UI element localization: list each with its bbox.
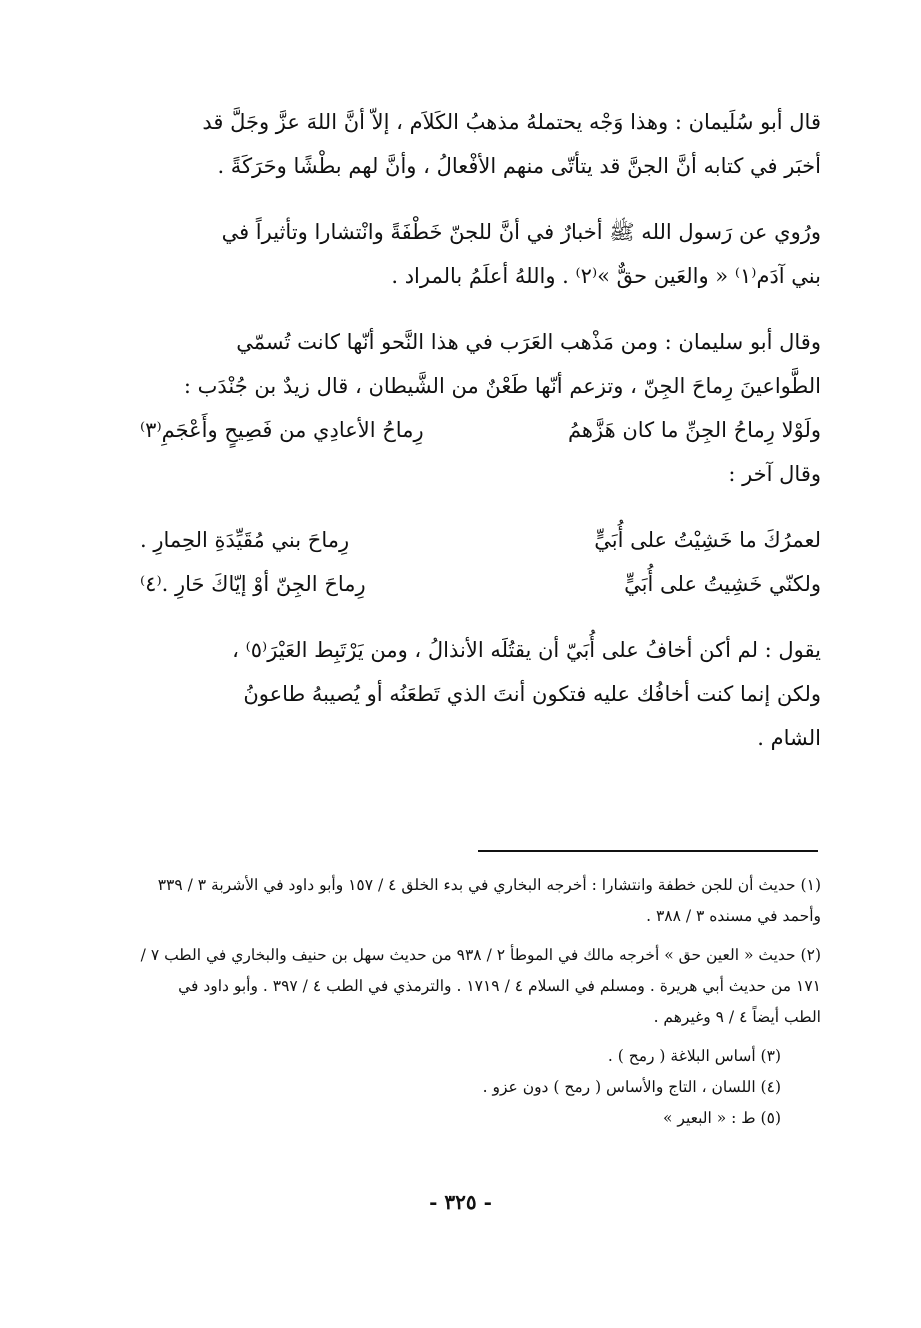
footnote-4: (٤) اللسان ، التاج والأساس ( رمح ) دون عزو . bbox=[482, 1078, 781, 1096]
verse-line bbox=[140, 562, 821, 606]
text-line: يقول : لم أكن أخافُ على أُبَيّ أن يقتُلَه الأنذالُ ، ومن يَرْتَبِط العَيْرَ⁽٥⁾ ، bbox=[232, 638, 821, 662]
text-line: ورُوي عن رَسول الله ﷺ أخبارٌ في أنَّ للجنّ خَطْفَةً وانْتشارا وتأثيراً في bbox=[221, 220, 821, 244]
page-number: - ٣٢٥ - bbox=[429, 1190, 492, 1214]
verse-hemistich-second: رِماحُ الأعادِي من فَصِيحٍ وأَعْجَمِ⁽٣⁾ bbox=[140, 418, 424, 442]
footnotes bbox=[140, 870, 821, 1134]
text-line: بني آدَم⁽١⁾ « والعَين حقٌّ »⁽٢⁾ . واللهُ أعلَمُ بالمراد . bbox=[391, 264, 821, 288]
text-line: قال أبو سُلَيمان : وهذا وَجْه يحتملهُ مذهبُ الكَلاَم ، إلاّ أنَّ اللهَ عزَّ وجَلَّ قد bbox=[202, 110, 821, 134]
verse-line bbox=[140, 518, 821, 562]
text-line: وقال أبو سليمان : ومن مَذْهب العَرَب في هذا النَّحو أنّها كانت تُسمّي bbox=[236, 330, 821, 354]
text-line: أخبَر في كتابه أنَّ الجنَّ قد يتأتّى منهم الأفْعالُ ، وأنَّ لهم بطْشًا وحَرَكَةً . bbox=[217, 154, 821, 178]
text-line: الشام . bbox=[757, 726, 821, 750]
footnote-separator bbox=[478, 850, 818, 852]
verse-hemistich-second: رِماحَ الجِنّ أوْ إيّاكَ حَارِ .⁽٤⁾ bbox=[140, 572, 366, 596]
page-body bbox=[140, 100, 821, 782]
text-line: ولكن إنما كنت أخافُك عليه فتكون أنتَ الذي تَطعَنُه أو يُصيبهُ طاعونُ bbox=[243, 682, 821, 706]
verse-hemistich-first: لعمرُكَ ما خَشِيْتُ على أُبَيٍّ bbox=[594, 528, 821, 552]
paragraph-closing bbox=[140, 628, 821, 760]
verse-intro: وقال آخر : bbox=[728, 462, 821, 486]
verse-block bbox=[140, 518, 821, 606]
footnote-2: (٢) حديث « العين حق » أخرجه مالك في الموطأ ٢ / ٩٣٨ من حديث سهل بن حنيف والبخاري في الطب ٧ / ١٧١ من حديث أبي هريرة . ومسلم في السلام ٤ / ١٧١٩ . والترمذي في الطب ٤ / ٣٩٧ . وأبو داود في الطب أيضاً ٤ / ٩ وغيرهم . bbox=[140, 946, 821, 1026]
verse-hemistich-second: رِماحَ بني مُقَيِّدَةِ الحِمارِ . bbox=[140, 528, 350, 552]
paragraph-2 bbox=[140, 210, 821, 298]
verse-line bbox=[140, 408, 821, 452]
paragraph-3 bbox=[140, 320, 821, 408]
text-line: الطَّواعينَ رِماحَ الجِنّ ، وتزعم أنّها طَعْنٌ من الشَّيطان ، قال زيدٌ بن جُنْدَب : bbox=[183, 374, 821, 398]
footnote-3: (٣) أساس البلاغة ( رمح ) . bbox=[607, 1047, 781, 1065]
verse-hemistich-first: ولَوْلا رِماحُ الجِنِّ ما كان هَزَّهمُ bbox=[567, 418, 821, 442]
verse-hemistich-first: ولكنّي خَشِيتُ على أُبَيٍّ bbox=[624, 572, 821, 596]
footnote-1: (١) حديث أن للجن خطفة وانتشارا : أخرجه البخاري في بدء الخلق ٤ / ١٥٧ وأبو داود في الأشربة ٣ / ٣٣٩ وأحمد في مسنده ٣ / ٣٨٨ . bbox=[157, 876, 821, 925]
footnote-5: (٥) ط : « البعير » bbox=[662, 1109, 781, 1127]
paragraph-1 bbox=[140, 100, 821, 188]
